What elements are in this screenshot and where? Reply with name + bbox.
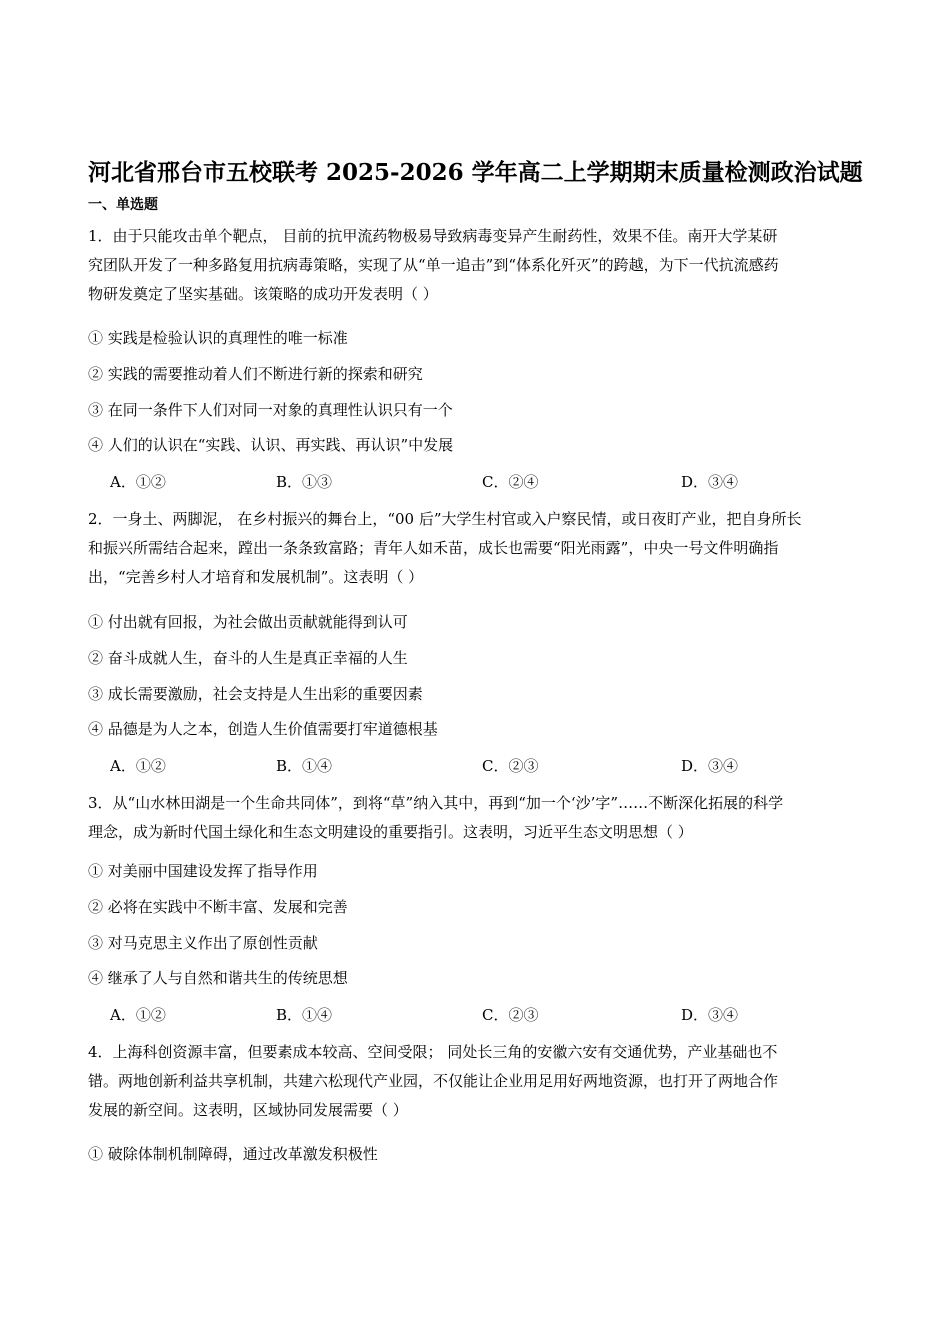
question-1-choices <box>110 471 810 493</box>
choice-d[interactable]: D．③④ <box>681 757 739 775</box>
choice-a[interactable]: A．①② <box>110 473 166 491</box>
question-2-stem-line: 出，“完善乡村人才培育和发展机制”。这表明（ ） <box>88 568 424 586</box>
document-title: 河北省邢台市五校联考 2025-2026 学年高二上学期期末质量检测政治试题 <box>88 159 863 186</box>
question-1-stem-line: 1．由于只能攻击单个靶点， 目前的抗甲流药物极易导致病毒变异产生耐药性，效果不佳。南开大学某研 <box>88 227 778 245</box>
choice-a[interactable]: A．①② <box>110 1006 166 1024</box>
question-2-option-1: ① 付出就有回报，为社会做出贡献就能得到认可 <box>88 613 408 631</box>
question-3-stem-line: 3．从“山水林田湖是一个生命共同体”，到将“草”纳入其中，再到“加一个‘沙’字”……不断深化拓展的科学 <box>88 794 784 812</box>
question-3-option-1: ① 对美丽中国建设发挥了指导作用 <box>88 862 318 880</box>
choice-b[interactable]: B．①④ <box>276 757 333 775</box>
choice-c[interactable]: C．②③ <box>482 757 539 775</box>
question-4-stem <box>88 1038 873 1125</box>
question-4-stem-line: 4．上海科创资源丰富，但要素成本较高、空间受限； 同处长三角的安徽六安有交通优势，产业基础也不 <box>88 1043 778 1061</box>
question-3-stem <box>88 789 873 847</box>
choice-d[interactable]: D．③④ <box>681 473 739 491</box>
choice-c[interactable]: C．②④ <box>482 473 539 491</box>
question-2-stem-line: 和振兴所需结合起来，蹚出一条条致富路；青年人如禾苗，成长也需要“阳光雨露”，中央一号文件明确指 <box>88 539 779 557</box>
question-1-stem-line: 物研发奠定了坚实基础。该策略的成功开发表明（ ） <box>88 285 438 303</box>
question-1-option-2: ② 实践的需要推动着人们不断进行新的探索和研究 <box>88 365 423 383</box>
question-3-option-3: ③ 对马克思主义作出了原创性贡献 <box>88 934 318 952</box>
question-2-option-2: ② 奋斗成就人生，奋斗的人生是真正幸福的人生 <box>88 649 408 667</box>
choice-d[interactable]: D．③④ <box>681 1006 739 1024</box>
question-2-stem-line: 2．一身土、两脚泥， 在乡村振兴的舞台上，“00 后”大学生村官或入户察民情，或日夜盯产业，把自身所长 <box>88 510 802 528</box>
question-2-choices <box>110 755 810 777</box>
question-3-stem-line: 理念，成为新时代国土绿化和生态文明建设的重要指引。这表明，习近平生态文明思想（ ） <box>88 823 693 841</box>
question-4-option-1: ① 破除体制机制障碍，通过改革激发积极性 <box>88 1145 378 1163</box>
question-1-option-1: ① 实践是检验认识的真理性的唯一标准 <box>88 329 348 347</box>
question-3-option-2: ② 必将在实践中不断丰富、发展和完善 <box>88 898 348 916</box>
question-1-stem-line: 究团队开发了一种多路复用抗病毒策略，实现了从“单一追击”到“体系化歼灭”的跨越，为下一代抗流感药 <box>88 256 779 274</box>
question-1-option-4: ④ 人们的认识在“实践、认识、再实践、再认识”中发展 <box>88 436 454 454</box>
choice-b[interactable]: B．①④ <box>276 1006 333 1024</box>
choice-a[interactable]: A．①② <box>110 757 166 775</box>
question-3-choices <box>110 1004 810 1026</box>
question-1-option-3: ③ 在同一条件下人们对同一对象的真理性认识只有一个 <box>88 401 453 419</box>
question-4-stem-line: 发展的新空间。这表明，区域协同发展需要（ ） <box>88 1101 408 1119</box>
question-3-option-4: ④ 继承了人与自然和谐共生的传统思想 <box>88 969 348 987</box>
question-2-stem <box>88 505 873 592</box>
question-4-stem-line: 错。两地创新利益共享机制，共建六松现代产业园，不仅能让企业用足用好两地资源，也打开了两地合作 <box>88 1072 779 1090</box>
section-heading: 一、单选题 <box>88 197 158 213</box>
question-1-stem <box>88 222 873 309</box>
question-2-option-3: ③ 成长需要激励，社会支持是人生出彩的重要因素 <box>88 685 423 703</box>
choice-c[interactable]: C．②③ <box>482 1006 539 1024</box>
question-2-option-4: ④ 品德是为人之本，创造人生价值需要打牢道德根基 <box>88 720 438 738</box>
choice-b[interactable]: B．①③ <box>276 473 333 491</box>
